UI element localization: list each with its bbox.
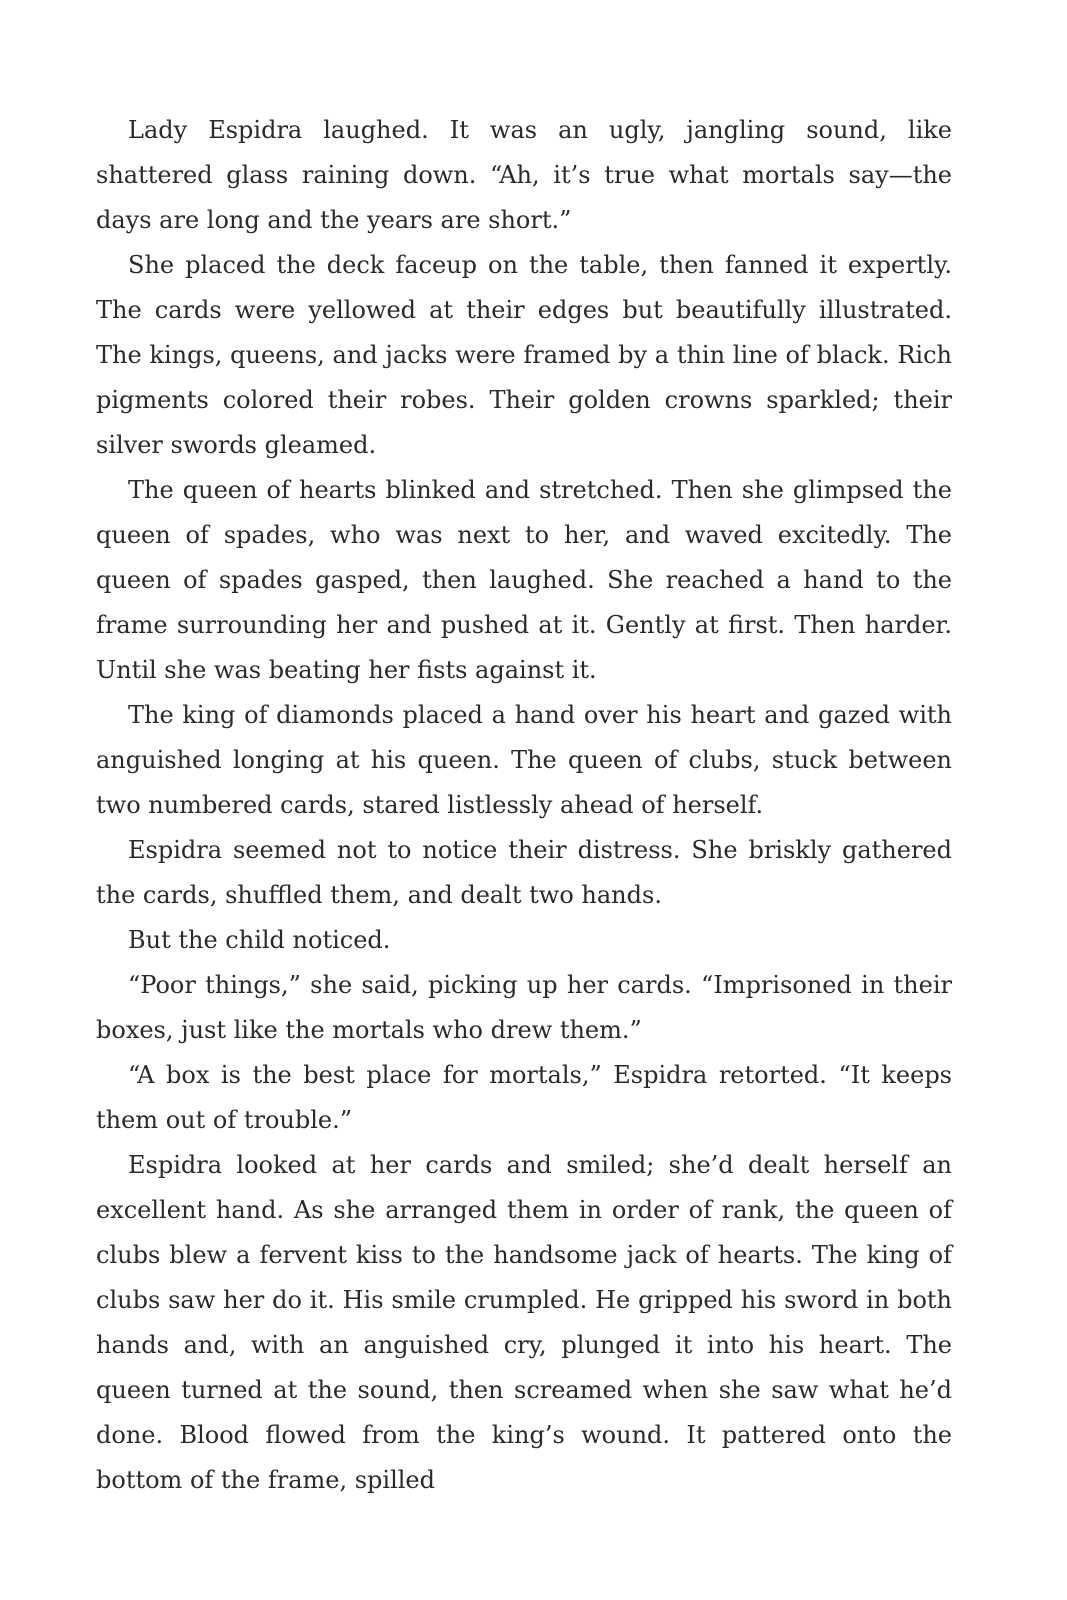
paragraph: Lady Espidra laughed. It was an ugly, jangling sound, like shattered glass raining down. “Ah, it’s true what mortals say—the days are long and the years are short.” xyxy=(96,116,952,234)
paragraph: “A box is the best place for mortals,” Espidra retorted. “It keeps them out of trouble.” xyxy=(96,1061,952,1134)
paragraph: The king of diamonds placed a hand over his heart and gazed with anguished longing at his queen. The queen of clubs, stuck between two numbered cards, stared listlessly ahead of herself. xyxy=(96,701,952,819)
paragraph: Espidra seemed not to notice their distress. She briskly gathered the cards, shuffled them, and dealt two hands. xyxy=(96,836,952,909)
page-body xyxy=(96,108,952,1503)
paragraph: The queen of hearts blinked and stretched. Then she glimpsed the queen of spades, who was next to her, and waved excitedly. The queen of spades gasped, then laughed. She reached a hand to the frame surrounding her and pushed at it. Gently at first. Then harder. Until she was beating her fists against it. xyxy=(96,476,952,684)
paragraph: Espidra looked at her cards and smiled; she’d dealt herself an excellent hand. As she arranged them in order of rank, the queen of clubs blew a fervent kiss to the handsome jack of hearts. The king of clubs saw her do it. His smile crumpled. He gripped his sword in both hands and, with an anguished cry, plunged it into his heart. The queen turned at the sound, then screamed when she saw what he’d done. Blood flowed from the king’s wound. It pattered onto the bottom of the frame, spilled xyxy=(96,1151,952,1494)
paragraph: “Poor things,” she said, picking up her cards. “Imprisoned in their boxes, just like the mortals who drew them.” xyxy=(96,971,952,1044)
paragraph: But the child noticed. xyxy=(128,926,391,954)
paragraph: She placed the deck faceup on the table, then fanned it expertly. The cards were yellowed at their edges but beautifully illustrated. The kings, queens, and jacks were framed by a thin line of black. Rich pigments colored their robes. Their golden crowns sparkled; their silver swords gleamed. xyxy=(96,251,952,459)
